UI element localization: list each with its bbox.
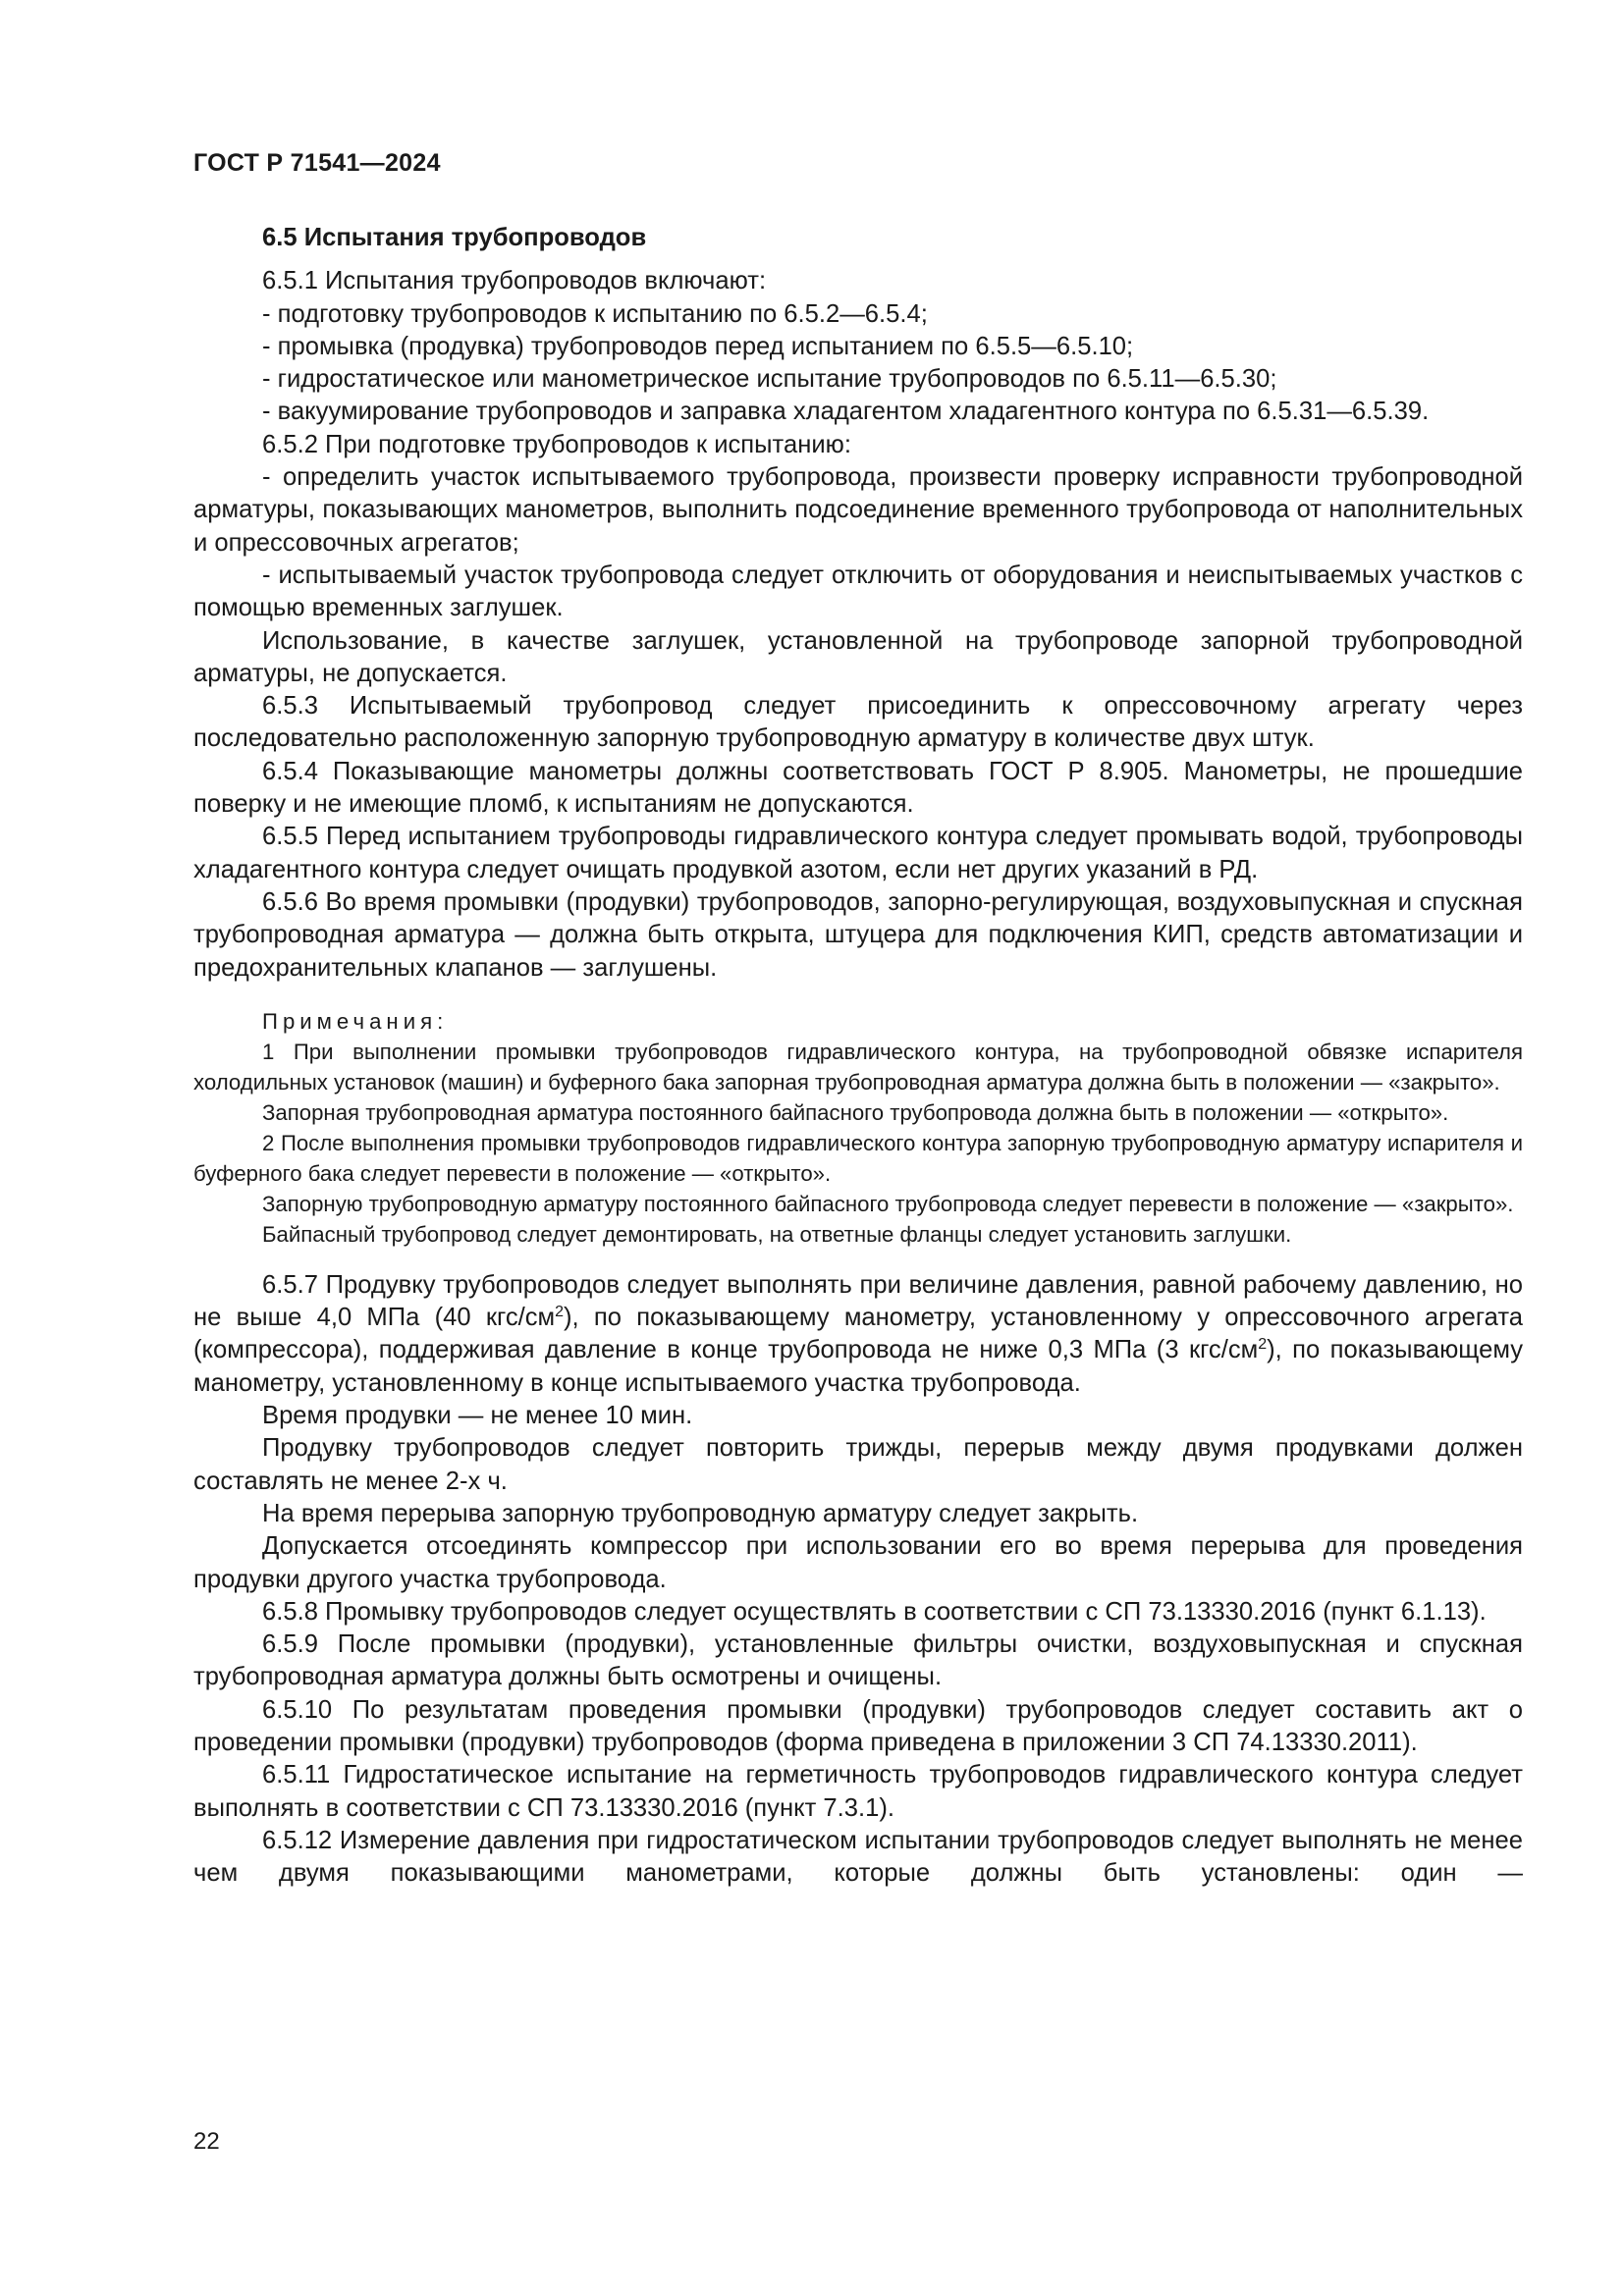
note-1-continued: Запорная трубопроводная арматура постоянного байпасного трубопровода должна быть в положении — «открыто».: [262, 1099, 1449, 1125]
paragraph-6-5-12: 6.5.12 Измерение давления при гидростатическом испытании трубопроводов следует выполнять не менее чем двумя показывающими манометрами, которые должны быть установлены: один —: [193, 1826, 1523, 1888]
paragraph-6-5-3: 6.5.3 Испытываемый трубопровод следует присоединить к опрессовочному агрегату через последовательно расположенную запорную трубопроводную арматуру в количестве двух штук.: [193, 692, 1523, 753]
paragraph-text: Допускается отсоединять компрессор при использовании его во время перерыва для проведения продувки другого участка трубопровода.: [193, 1532, 1523, 1593]
paragraph-6-5-11: 6.5.11 Гидростатическое испытание на герметичность трубопроводов гидравлического контура следует выполнять в соответствии с СП 73.13330.2016 (пункт 7.3.1).: [193, 1761, 1523, 1822]
list-item: - определить участок испытываемого трубопровода, произвести проверку исправности трубопроводной арматуры, показывающих манометров, выполнить подсоединение временного трубопровода от наполнительных и опрессовочных агрегатов;: [193, 463, 1523, 557]
text-run: 6.5.7 Продувку трубопроводов следует выполнять при величине давления, равной рабочему давлению, но не выше 4,0 МПа (40 кгс/см: [193, 1270, 1523, 1332]
section-title: 6.5 Испытания трубопроводов: [262, 224, 647, 251]
list-item: - подготовку трубопроводов к испытанию по 6.5.2—6.5.4;: [262, 299, 928, 328]
paragraph-text: Использование, в качестве заглушек, установленной на трубопроводе запорной трубопроводной арматуры, не допускается.: [193, 626, 1523, 687]
paragraph-6-5-8: 6.5.8 Промывку трубопроводов следует осуществлять в соответствии с СП 73.13330.2016 (пункт 6.1.13).: [262, 1597, 1487, 1626]
paragraph-6-5-2: 6.5.2 При подготовке трубопроводов к испытанию:: [262, 430, 851, 458]
paragraph-6-5-5: 6.5.5 Перед испытанием трубопроводы гидравлического контура следует промывать водой, трубопроводы хладагентного контура следует очищать продувкой азотом, если нет других указаний в РД.: [193, 823, 1523, 883]
document-body: [193, 222, 1523, 1890]
document-header: ГОСТ Р 71541—2024: [193, 149, 441, 177]
list-item: - промывка (продувка) трубопроводов перед испытанием по 6.5.5—6.5.10;: [262, 332, 1134, 360]
note-2-bypass: Байпасный трубопровод следует демонтировать, на ответные фланцы следует установить заглушки.: [262, 1221, 1292, 1247]
paragraph-text: Продувку трубопроводов следует повторить трижды, перерыв между двумя продувками должен составлять не менее 2-х ч.: [193, 1434, 1523, 1495]
text-run: ), по показывающему манометру, установленному у опрессовочного агрегата (компрессора), поддерживая давление в конце трубопровода не ниже 0,3 МПа (3 кгс/см: [193, 1304, 1523, 1364]
notes-title: Примечания:: [262, 1008, 449, 1034]
paragraph-6-5-9: 6.5.9 После промывки (продувки), установленные фильтры очистки, воздуховыпускная и спускная трубопроводная арматура должны быть осмотрены и очищены.: [193, 1630, 1523, 1691]
paragraph-6-5-6: 6.5.6 Во время промывки (продувки) трубопроводов, запорно-регулирующая, воздуховыпускная и спускная трубопроводная арматура — должна быть открыта, штуцера для подключения КИП, средств автоматизации и предохранительных клапанов — заглушены.: [193, 887, 1523, 982]
text-run: ), по показывающему манометру, установленному в конце испытываемого участка трубопровода.: [193, 1336, 1523, 1397]
superscript: 2: [1258, 1336, 1268, 1354]
paragraph-6-5-10: 6.5.10 По результатам проведения промывки (продувки) трубопроводов следует составить акт о проведении промывки (продувки) трубопроводов (форма приведена в приложении 3 СП 74.13330.2011).: [193, 1695, 1523, 1756]
paragraph-6-5-7: [193, 1269, 1523, 1400]
paragraph-text: На время перерыва запорную трубопроводную арматуру следует закрыть.: [262, 1499, 1139, 1527]
note-2-continued: Запорную трубопроводную арматуру постоянного байпасного трубопровода следует перевести в положение — «закрыто».: [262, 1191, 1514, 1216]
list-item: - гидростатическое или манометрическое испытание трубопроводов по 6.5.11—6.5.30;: [262, 365, 1277, 394]
list-item: - вакуумирование трубопроводов и заправка хладагентом хладагентного контура по 6.5.31—6.5.39.: [262, 398, 1430, 426]
page-number: 22: [193, 2128, 220, 2155]
paragraph-text: Время продувки — не менее 10 мин.: [262, 1402, 693, 1430]
list-item: - испытываемый участок трубопровода следует отключить от оборудования и неиспытываемых участков с помощью временных заглушек.: [193, 561, 1523, 622]
note-1: 1 При выполнении промывки трубопроводов гидравлического контура, на трубопроводной обвязке испарителя холодильных установок (машин) и буферного бака запорная трубопроводная арматура должна быть в положении — «закрыто».: [193, 1039, 1523, 1095]
note-2: 2 После выполнения промывки трубопроводов гидравлического контура запорную трубопроводную арматуру испарителя и буферного бака следует перевести в положение — «открыто».: [193, 1130, 1523, 1186]
superscript: 2: [555, 1304, 565, 1321]
paragraph-6-5-1: 6.5.1 Испытания трубопроводов включают:: [262, 267, 767, 295]
notes-block: [193, 1006, 1523, 1250]
paragraph-6-5-4: 6.5.4 Показывающие манометры должны соответствовать ГОСТ Р 8.905. Манометры, не прошедшие поверку и не имеющие пломб, к испытаниям не допускаются.: [193, 757, 1523, 819]
